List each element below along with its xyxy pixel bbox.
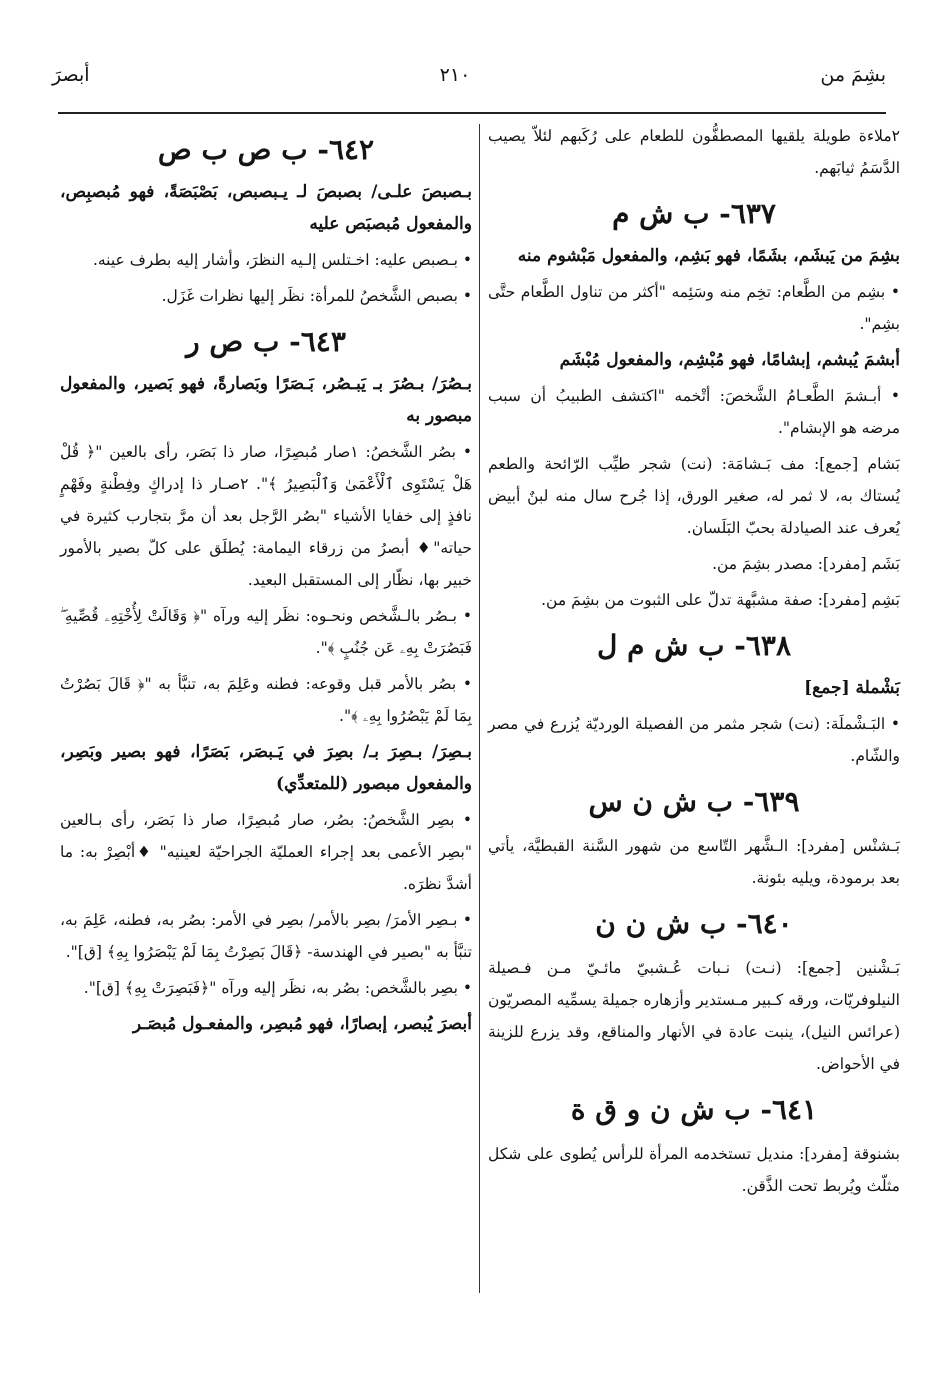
root-heading-643: ٦٤٣- ب ص ر xyxy=(186,325,346,358)
entry-sense: • البَـشْملَة: (نت) شجر مثمر من الفصيلة الورديّة يُزرع في مصر والشّام. xyxy=(488,715,900,765)
entry-headword: أبصرَ يُبصر، إبصارًا، فهو مُبصِر، والمفعـول مُبصَـر xyxy=(132,1014,472,1034)
left-column xyxy=(60,120,472,1040)
entry-headword: بشِمَ من يَبشَم، بشَمًا، فهو بَشِم، والمفعول مَبْشوم منه xyxy=(517,246,900,266)
entry-headword: بـصِرَ/ بـصِرَ بـ/ بصِرَ في يَـبصَر، بَصَرًا، فهو بصير وبَصِر، والمفعول مبصور (للمتعدِّي) xyxy=(60,742,472,794)
entry-definition: بشنوقة [مفرد]: منديل تستخدمه المرأة للرأس يُطوى على شكل مثلّث ويُربط تحت الذَّقن. xyxy=(488,1145,900,1195)
entry-sense: • بصبص الشَّخصُ للمرأة: نظَر إليها نظرات غَزَل. xyxy=(161,287,472,305)
entry-headword: بـصُرَ/ بـصُرَ بـ يَبـصُر، بَـصَرًا وبَصارةً، فهو بَصير، والمفعول مبصور به xyxy=(60,374,472,426)
entry-sense: • بصُر الشَّخصُ: ١صار مُبصِرًا، صار ذا بَصَر، رأى بالعين "﴿ قُلْ هَلْ يَسْتَوِى ٱلْأَعْمَىٰ وَٱلْبَصِيرُ ﴾". ٢صـار ذا إدراكٍ وفِطْنةٍ وفَهْمٍ نافذٍ إلى خفايا الأشياء "بصُر الرَّجل بعد أن مرَّ بتجارب كثيرة في حياته"♦ أبصرُ من زرقاء اليمامة: يُطلَق على كلّ بصير بالأمور خبير بها، نظّار إلى المستقبل البعيد. xyxy=(60,443,472,589)
header-rule xyxy=(58,112,886,114)
root-heading-642: ٦٤٢- ب ص ب ص xyxy=(157,133,375,166)
column-divider xyxy=(479,124,480,1293)
entry-headword: أبشمَ يُبشم، إبشامًا، فهو مُبْشِم، والمفعول مُبْشَم xyxy=(559,350,900,370)
running-head xyxy=(52,64,886,108)
entry-definition: بَشام [جمع]: مف بَـشامَة: (نت) شجر طيِّب الرّائحة والطعم يُستاك به، لا ثمر له، صغير الورق، إذا جُرح سال منه لبنٌ أبيض يُعرف عند الصيادلة بحبّ البَلَسان. xyxy=(488,455,900,537)
entry-sense: • أبـشمَ الطَّعـامُ الشَّخصَ: أتْخمه "اكتشف الطبيبُ أن سبب مرضه هو الإبشام". xyxy=(488,387,900,437)
entry-sense: • بـصُر بالـشَّخص ونحـوه: نظَر إليه ورآه "﴿ وَقَالَتْ لِأُخْتِهِۦ قُصِّيهِ ۖ فَبَصُرَتْ بِهِۦ عَن جُنُبٍ ﴾". xyxy=(60,607,472,657)
page-number: ٢١٠ xyxy=(439,64,471,86)
entry-sense: • بصُر بالأمر قبل وقوعه: فطنه وعَلِمَ به، تنبَّأ به "﴿ قَالَ بَصُرْتُ بِمَا لَمْ يَبْصُرُوا بِهِۦ ﴾". xyxy=(60,675,472,725)
entry-sense: • بـصبص عليه: اخـتلس إلـيه النظرَ، وأشار إليه بطرف عينه. xyxy=(92,251,472,269)
continuation-text: ٢ملاءة طويلة يلقيها المصطفُّون للطعام على رُكَبهم لئلاّ يصيب الدَّسَمُ ثيابَهم. xyxy=(488,127,900,177)
entry-definition: بَـشْنين [جمع]: (نـت) نـبات عُـشبيّ مائـيّ مـن فـصيلة النيلوفريّات، ورقه كـبير مـستدير وأزهاره جميلة يسمِّيه المصريّون (عرائس النيل)، ينبت عادة في الأنهار والمناقع، وقد يزرع للزينة في الأحواض. xyxy=(488,959,900,1073)
entry-definition: بَشَم [مفرد]: مصدر بشِمَ من. xyxy=(712,555,900,573)
entry-sense: • بصِر بالشَّخص: بصُر به، نظَر إليه ورآه "﴿فَبَصِرَتْ بِهِ﴾ [ق]". xyxy=(83,979,472,997)
entry-sense: • بـصِر الأمرَ/ بصِر بالأمر/ بصِر في الأمر: بصُر به، فطنه، عَلِمَ به، تنبَّأ به "بصير في الهندسة- ﴿قَالَ بَصِرْتُ بِمَا لَمْ يَبْصَرُوا بِهِ﴾ [ق]". xyxy=(60,911,472,961)
entry-headword: بـصبصَ علـى/ بصبصَ لـ يـبصبص، بَصْبَصَةً، فهو مُبصبِص، والمفعول مُبصبَص عليه xyxy=(60,182,472,234)
entry-definition: بَشِم [مفرد]: صفة مشبَّهة تدلّ على الثبوت من بشِمَ من. xyxy=(541,591,900,609)
header-right-guide-word: بشِمَ من xyxy=(820,64,886,86)
root-heading-641: ٦٤١- ب ش ن و ق ة xyxy=(570,1093,818,1126)
entry-sense: • بشِم من الطَّعام: تخِم منه وسَئِمه "أكثر من تناول الطَّعام حتَّى بشِم". xyxy=(488,283,900,333)
root-heading-638: ٦٣٨- ب ش م ل xyxy=(597,629,791,662)
root-heading-637: ٦٣٧- ب ش م xyxy=(612,197,776,230)
entry-headword: بَشْملة [جمع] xyxy=(804,678,900,698)
entry-sense: • بصِر الشَّخصُ: بصُر، صار مُبصِرًا، صار ذا بَصَر، رأى بـالعين "بصِر الأعمى بعد إجراء العمليّة الجراحيّة لعينيه" ♦أبْصِرْ به: ما أشدَّ نظرَه. xyxy=(60,811,472,893)
root-heading-640: ٦٤٠- ب ش ن ن xyxy=(595,907,793,940)
entry-definition: بَـشنْس [مفرد]: الـشَّهر التّاسع من شهور السَّنة القبطيَّة، يأتي بعد برمودة، ويليه بئونة. xyxy=(488,837,900,887)
header-left-guide-word: أبصرَ xyxy=(52,64,90,86)
right-column xyxy=(488,120,900,1206)
root-heading-639: ٦٣٩- ب ش ن س xyxy=(588,785,800,818)
